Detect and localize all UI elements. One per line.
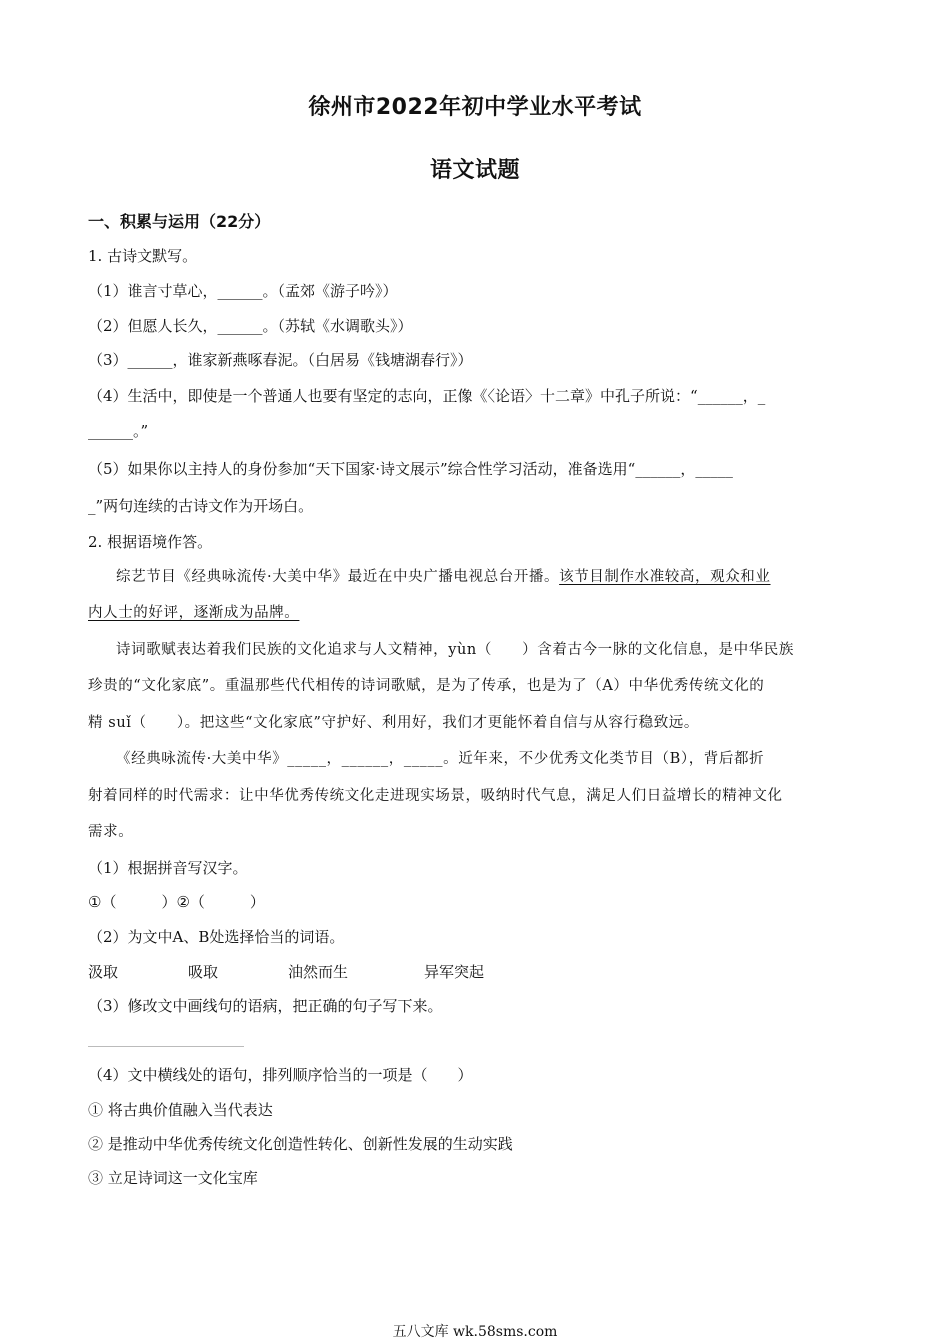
passage-paragraph-1-cont	[88, 603, 860, 623]
word-option: 吸取	[188, 963, 219, 981]
sub-question-1-answer: ①（ ）②（ ）	[88, 893, 265, 911]
question-1-stem: 1. 古诗文默写。	[88, 247, 198, 265]
sub-question-1: （1）根据拼音写汉字。	[88, 859, 248, 877]
exam-title: 徐州市2022年初中学业水平考试	[308, 95, 642, 120]
underlined-sentence: 该节目制作水准较高，观众和业	[559, 569, 771, 585]
exam-subtitle: 语文试题	[429, 158, 520, 183]
word-option: 异军突起	[424, 963, 485, 981]
question-1-item: _”两句连续的古诗文作为开场白。	[88, 497, 314, 515]
answer-line	[88, 1046, 244, 1047]
section-heading: 一、积累与运用（22分）	[88, 212, 271, 231]
passage-paragraph-2: 诗词歌赋表达着我们民族的文化追求与人文精神，yùn（ ）含着古今一脉的文化信息，是中华民族	[116, 642, 794, 658]
passage-paragraph-2-cont: 珍贵的“文化家底”。重温那些代代相传的诗词歌赋，是为了传承，也是为了（A）中华优秀传统文化的	[88, 678, 765, 694]
word-options	[88, 962, 860, 982]
question-1-item: （2）但愿人长久，______。（苏轼《水调歌头》）	[88, 317, 413, 335]
question-1-item: （5）如果你以主持人的身份参加“天下国家·诗文展示”综合性学习活动，准备选用“______，_____	[88, 460, 733, 478]
passage-paragraph-3-cont: 需求。	[88, 824, 134, 840]
question-2-stem: 2. 根据语境作答。	[88, 533, 213, 551]
question-1-item: （1）谁言寸草心，______。（孟郊《游子吟》）	[88, 282, 398, 300]
sub-question-3: （3）修改文中画线句的语病，把正确的句子写下来。	[88, 997, 443, 1015]
passage-paragraph-2-cont: 精 suǐ（ ）。把这些“文化家底”守护好、利用好，我们才更能怀着自信与从容行稳致远。	[88, 715, 699, 731]
word-option: 油然而生	[288, 963, 349, 981]
sub-question-4-item: ① 将古典价值融入当代表达	[88, 1101, 273, 1119]
sub-question-4-item: ③ 立足诗词这一文化宝库	[88, 1169, 258, 1187]
passage-text: 综艺节目《经典咏流传·大美中华》最近在中央广播电视总台开播。	[116, 569, 560, 585]
question-1-item: （3）______，谁家新燕啄春泥。（白居易《钱塘湖春行》）	[88, 351, 473, 369]
question-1-item: ______。”	[88, 422, 149, 440]
underlined-sentence: 内人士的好评，逐渐成为品牌。	[88, 605, 300, 621]
passage-paragraph-3: 《经典咏流传·大美中华》_____，______，_____。近年来，不少优秀文化类节目（B），背后都折	[116, 751, 765, 767]
passage-paragraph-3-cont: 射着同样的时代需求：让中华优秀传统文化走进现实场景，吸纳时代气息，满足人们日益增长的精神文化	[88, 788, 783, 804]
sub-question-4: （4）文中横线处的语句，排列顺序恰当的一项是（ ）	[88, 1066, 473, 1084]
footer-watermark: 五八文库 wk.58sms.com	[392, 1324, 558, 1340]
sub-question-2: （2）为文中A、B处选择恰当的词语。	[88, 928, 345, 946]
word-option: 汲取	[88, 963, 119, 981]
passage-paragraph-1	[116, 567, 860, 587]
sub-question-4-item: ② 是推动中华优秀传统文化创造性转化、创新性发展的生动实践	[88, 1135, 513, 1153]
question-1-item: （4）生活中，即使是一个普通人也要有坚定的志向，正像《〈论语〉十二章》中孔子所说：“______，_	[88, 387, 766, 405]
